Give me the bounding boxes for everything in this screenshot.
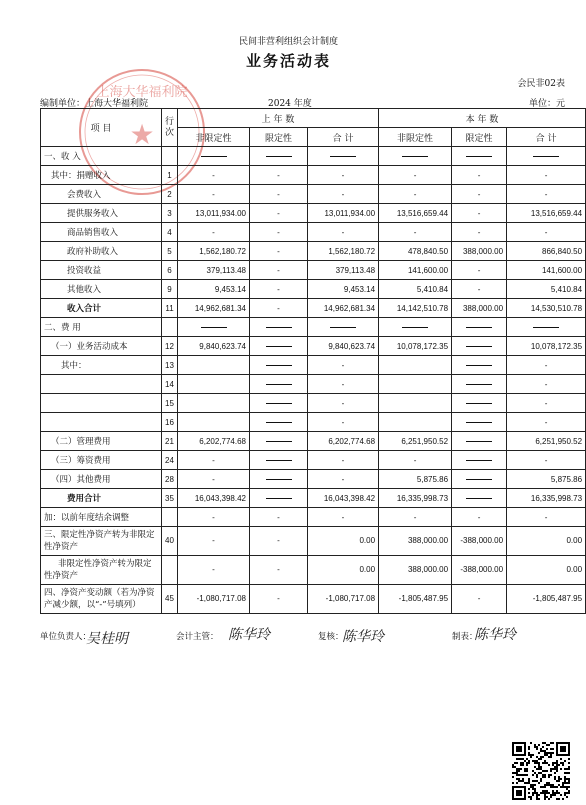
header-row-number: 行次 [162, 109, 178, 147]
principal-label: 单位负责人： [40, 632, 92, 642]
row-label: （四）其他费用 [41, 470, 162, 489]
dash-mark [466, 422, 492, 423]
table-cell: 9,453.14 [178, 280, 250, 299]
table-cell: - [178, 470, 250, 489]
dash-mark [466, 327, 492, 328]
row-number: 13 [162, 356, 178, 375]
table-cell: - [308, 166, 379, 185]
table-row [41, 508, 586, 527]
table-cell: - [308, 470, 379, 489]
table-cell [250, 451, 308, 470]
dash-mark [330, 327, 356, 328]
table-cell: - [178, 508, 250, 527]
dash-mark [466, 156, 492, 157]
table-cell [452, 489, 507, 508]
table-cell: - [250, 223, 308, 242]
table-cell [308, 318, 379, 337]
table-row [41, 204, 586, 223]
table-cell: 866,840.50 [507, 242, 586, 261]
table-cell: 6,202,774.68 [308, 432, 379, 451]
header-curr-unrestricted: 非限定性 [379, 128, 452, 147]
row-number: 3 [162, 204, 178, 223]
row-number: 2 [162, 185, 178, 204]
table-cell [379, 356, 452, 375]
table-row [41, 185, 586, 204]
table-cell: 16,043,398.42 [178, 489, 250, 508]
row-label: 二、费 用 [41, 318, 162, 337]
table-cell: - [308, 223, 379, 242]
row-label: 投资收益 [41, 261, 162, 280]
table-cell: 6,202,774.68 [178, 432, 250, 451]
table-cell: - [178, 223, 250, 242]
table-cell: - [308, 451, 379, 470]
dash-mark [402, 156, 428, 157]
table-cell: - [452, 280, 507, 299]
table-row [41, 489, 586, 508]
row-label [41, 413, 162, 432]
table-cell: 5,875.86 [379, 470, 452, 489]
table-cell [308, 147, 379, 166]
dash-mark [466, 346, 492, 347]
table-row [41, 166, 586, 185]
table-cell [250, 147, 308, 166]
row-number: 5 [162, 242, 178, 261]
table-cell [250, 489, 308, 508]
dash-mark [201, 327, 227, 328]
header-curr-restricted: 限定性 [452, 128, 507, 147]
table-row [41, 242, 586, 261]
table-cell: 14,530,510.78 [507, 299, 586, 318]
table-cell: - [452, 204, 507, 223]
row-number: 40 [162, 527, 178, 556]
table-cell [452, 356, 507, 375]
dash-mark [466, 365, 492, 366]
table-cell: 0.00 [308, 556, 379, 585]
table-cell: 388,000.00 [379, 556, 452, 585]
table-cell [452, 451, 507, 470]
dash-mark [266, 346, 292, 347]
table-cell: 14,962,681.34 [178, 299, 250, 318]
dash-mark [466, 498, 492, 499]
row-label: 政府补助收入 [41, 242, 162, 261]
table-row [41, 556, 586, 585]
table-cell [452, 337, 507, 356]
dash-mark [266, 479, 292, 480]
table-row [41, 585, 586, 614]
table-cell: 13,516,659.44 [507, 204, 586, 223]
table-cell: - [507, 185, 586, 204]
reviewer-signature: 陈华玲 [342, 629, 384, 645]
page-title: 业务活动表 [245, 52, 331, 70]
row-number: 21 [162, 432, 178, 451]
table-cell: - [452, 261, 507, 280]
table-cell: - [507, 508, 586, 527]
dash-mark [466, 479, 492, 480]
row-number [162, 318, 178, 337]
row-number: 45 [162, 585, 178, 614]
table-row [41, 318, 586, 337]
row-label: 其他收入 [41, 280, 162, 299]
row-label: 费用合计 [41, 489, 162, 508]
row-number: 16 [162, 413, 178, 432]
table-cell: - [452, 508, 507, 527]
table-cell: - [178, 556, 250, 585]
dash-mark [266, 441, 292, 442]
table-cell: -1,805,487.95 [507, 585, 586, 614]
table-cell: 0.00 [507, 527, 586, 556]
table-cell [250, 318, 308, 337]
row-number: 6 [162, 261, 178, 280]
table-cell: 1,562,180.72 [308, 242, 379, 261]
table-cell [250, 432, 308, 451]
table-cell: - [308, 413, 379, 432]
preparing-unit: 编制单位：上海大华福利院 [40, 99, 149, 109]
table-cell: 9,840,623.74 [308, 337, 379, 356]
table-cell: - [308, 375, 379, 394]
table-row [41, 223, 586, 242]
accounting-system-label: 民间非营利组织会计制度 [238, 37, 338, 47]
header-item: 项 目 [41, 109, 162, 147]
dash-mark [266, 156, 292, 157]
table-cell: -1,805,487.95 [379, 585, 452, 614]
dash-mark [466, 441, 492, 442]
form-code: 会民非02表 [517, 79, 565, 89]
table-cell: - [250, 242, 308, 261]
row-number: 4 [162, 223, 178, 242]
table-cell: 388,000.00 [452, 299, 507, 318]
dash-mark [266, 460, 292, 461]
table-row [41, 451, 586, 470]
preparer-signature: 陈华玲 [474, 627, 516, 643]
table-cell: 16,335,998.73 [379, 489, 452, 508]
table-cell [250, 375, 308, 394]
table-cell [452, 147, 507, 166]
table-row [41, 147, 586, 166]
table-cell [452, 394, 507, 413]
table-cell: 1,562,180.72 [178, 242, 250, 261]
table-cell: - [250, 527, 308, 556]
table-cell [452, 470, 507, 489]
accountant-signature: 陈华玲 [228, 627, 270, 643]
dash-mark [330, 156, 356, 157]
header-curr-total: 合 计 [507, 128, 586, 147]
table-row [41, 470, 586, 489]
table-cell: 13,516,659.44 [379, 204, 452, 223]
header-current-year: 本 年 数 [379, 109, 586, 128]
accountant-label: 会计主管： [176, 632, 219, 642]
table-row [41, 337, 586, 356]
dash-mark [266, 498, 292, 499]
header-prev-total: 合 计 [308, 128, 379, 147]
table-cell [379, 413, 452, 432]
row-label: 一、收 入 [41, 147, 162, 166]
table-cell: 10,078,172.35 [507, 337, 586, 356]
table-cell: 5,410.84 [507, 280, 586, 299]
table-cell: - [178, 527, 250, 556]
table-cell [178, 147, 250, 166]
row-number: 14 [162, 375, 178, 394]
table-cell: - [379, 223, 452, 242]
table-cell: 141,600.00 [507, 261, 586, 280]
header-prev-restricted: 限定性 [250, 128, 308, 147]
table-cell: - [250, 556, 308, 585]
table-cell: 0.00 [507, 556, 586, 585]
table-cell: - [507, 356, 586, 375]
table-cell [452, 432, 507, 451]
row-number: 35 [162, 489, 178, 508]
row-label: （二）管理费用 [41, 432, 162, 451]
row-label: （一）业务活动成本 [41, 337, 162, 356]
table-cell: 10,078,172.35 [379, 337, 452, 356]
table-row [41, 527, 586, 556]
row-number: 1 [162, 166, 178, 185]
table-cell: - [507, 223, 586, 242]
table-cell: 5,875.86 [507, 470, 586, 489]
activity-statement-table [40, 108, 586, 614]
row-label: 提供服务收入 [41, 204, 162, 223]
table-row [41, 280, 586, 299]
table-cell: - [379, 508, 452, 527]
table-cell: - [379, 185, 452, 204]
table-cell: -388,000.00 [452, 527, 507, 556]
row-number [162, 508, 178, 527]
table-cell: 13,011,934.00 [308, 204, 379, 223]
table-cell: 379,113.48 [178, 261, 250, 280]
row-label: 会费收入 [41, 185, 162, 204]
row-label: 四、净资产变动额（若为净资产减少额，以“-”号填列） [41, 585, 162, 614]
table-cell: - [507, 413, 586, 432]
table-cell: - [308, 508, 379, 527]
table-row [41, 375, 586, 394]
table-cell [250, 356, 308, 375]
table-cell [379, 394, 452, 413]
table-cell [178, 318, 250, 337]
dash-mark [201, 156, 227, 157]
table-cell: 14,962,681.34 [308, 299, 379, 318]
table-cell [178, 356, 250, 375]
table-cell [178, 413, 250, 432]
table-cell: 5,410.84 [379, 280, 452, 299]
dash-mark [533, 327, 559, 328]
table-cell: -1,080,717.08 [308, 585, 379, 614]
table-cell: - [452, 585, 507, 614]
table-cell: -388,000.00 [452, 556, 507, 585]
table-cell: - [250, 280, 308, 299]
table-cell [250, 470, 308, 489]
dash-mark [402, 327, 428, 328]
table-row [41, 394, 586, 413]
table-cell: 478,840.50 [379, 242, 452, 261]
table-cell: - [250, 261, 308, 280]
row-number: 24 [162, 451, 178, 470]
table-cell: 141,600.00 [379, 261, 452, 280]
table-cell: 6,251,950.52 [507, 432, 586, 451]
svg-text:★: ★ [129, 118, 155, 151]
table-cell: - [308, 394, 379, 413]
table-cell [379, 147, 452, 166]
table-cell: - [379, 451, 452, 470]
table-row [41, 356, 586, 375]
table-cell [178, 394, 250, 413]
table-row [41, 413, 586, 432]
row-label [41, 394, 162, 413]
row-label: 非限定性净资产转为限定性净资产 [41, 556, 162, 585]
table-cell: 379,113.48 [308, 261, 379, 280]
table-row [41, 299, 586, 318]
row-number: 12 [162, 337, 178, 356]
table-cell: - [379, 166, 452, 185]
dash-mark [266, 403, 292, 404]
table-cell: - [250, 508, 308, 527]
table-cell: - [507, 394, 586, 413]
table-cell [250, 413, 308, 432]
table-cell: 6,251,950.52 [379, 432, 452, 451]
qr-code-icon [512, 742, 570, 800]
dash-mark [466, 403, 492, 404]
row-label: （三）筹资费用 [41, 451, 162, 470]
dash-mark [266, 327, 292, 328]
row-number: 15 [162, 394, 178, 413]
table-cell [379, 318, 452, 337]
dash-mark [466, 384, 492, 385]
table-cell: 0.00 [308, 527, 379, 556]
table-cell [250, 394, 308, 413]
table-cell: - [308, 185, 379, 204]
table-cell: - [250, 185, 308, 204]
table-cell [452, 318, 507, 337]
currency-unit: 单位：元 [528, 99, 565, 109]
table-row [41, 432, 586, 451]
row-label: 商品销售收入 [41, 223, 162, 242]
svg-text:上海大华福利院: 上海大华福利院 [96, 85, 188, 100]
table-cell: - [308, 356, 379, 375]
header-previous-year: 上 年 数 [178, 109, 379, 128]
table-cell: - [507, 451, 586, 470]
table-cell [452, 375, 507, 394]
dash-mark [266, 384, 292, 385]
table-cell: 9,840,623.74 [178, 337, 250, 356]
table-cell: - [452, 185, 507, 204]
table-cell: - [250, 166, 308, 185]
table-cell: 388,000.00 [379, 527, 452, 556]
table-cell: -1,080,717.08 [178, 585, 250, 614]
table-cell: - [507, 375, 586, 394]
row-label: 收入合计 [41, 299, 162, 318]
report-year: 2024 年度 [268, 99, 312, 109]
table-cell: - [178, 185, 250, 204]
table-cell: - [178, 451, 250, 470]
table-cell: - [452, 166, 507, 185]
row-label: 其中： [41, 356, 162, 375]
table-cell: 16,043,398.42 [308, 489, 379, 508]
dash-mark [266, 365, 292, 366]
principal-signature: 吴桂明 [86, 631, 128, 647]
row-number: 11 [162, 299, 178, 318]
table-cell [507, 318, 586, 337]
table-cell [250, 337, 308, 356]
table-cell [379, 375, 452, 394]
dash-mark [266, 422, 292, 423]
table-cell: 388,000.00 [452, 242, 507, 261]
table-cell: - [250, 204, 308, 223]
row-number: 28 [162, 470, 178, 489]
row-label: 三、限定性净资产转为非限定性净资产 [41, 527, 162, 556]
table-header-row [41, 109, 586, 128]
dash-mark [466, 460, 492, 461]
table-cell: 13,011,934.00 [178, 204, 250, 223]
reviewer-label: 复核： [318, 632, 344, 642]
table-cell: 9,453.14 [308, 280, 379, 299]
table-row [41, 261, 586, 280]
table-cell: - [452, 223, 507, 242]
table-cell: - [507, 166, 586, 185]
row-number: 9 [162, 280, 178, 299]
table-cell [452, 413, 507, 432]
row-label: 加：以前年度结余调整 [41, 508, 162, 527]
preparer-label: 制表： [452, 632, 478, 642]
table-cell [507, 147, 586, 166]
row-number [162, 147, 178, 166]
table-cell: - [178, 166, 250, 185]
row-number [162, 556, 178, 585]
dash-mark [533, 156, 559, 157]
header-prev-unrestricted: 非限定性 [178, 128, 250, 147]
table-cell: 16,335,998.73 [507, 489, 586, 508]
table-cell: - [250, 585, 308, 614]
row-label: 其中：捐赠收入 [41, 166, 162, 185]
table-cell: - [250, 299, 308, 318]
table-cell [178, 375, 250, 394]
row-label [41, 375, 162, 394]
table-cell: 14,142,510.78 [379, 299, 452, 318]
